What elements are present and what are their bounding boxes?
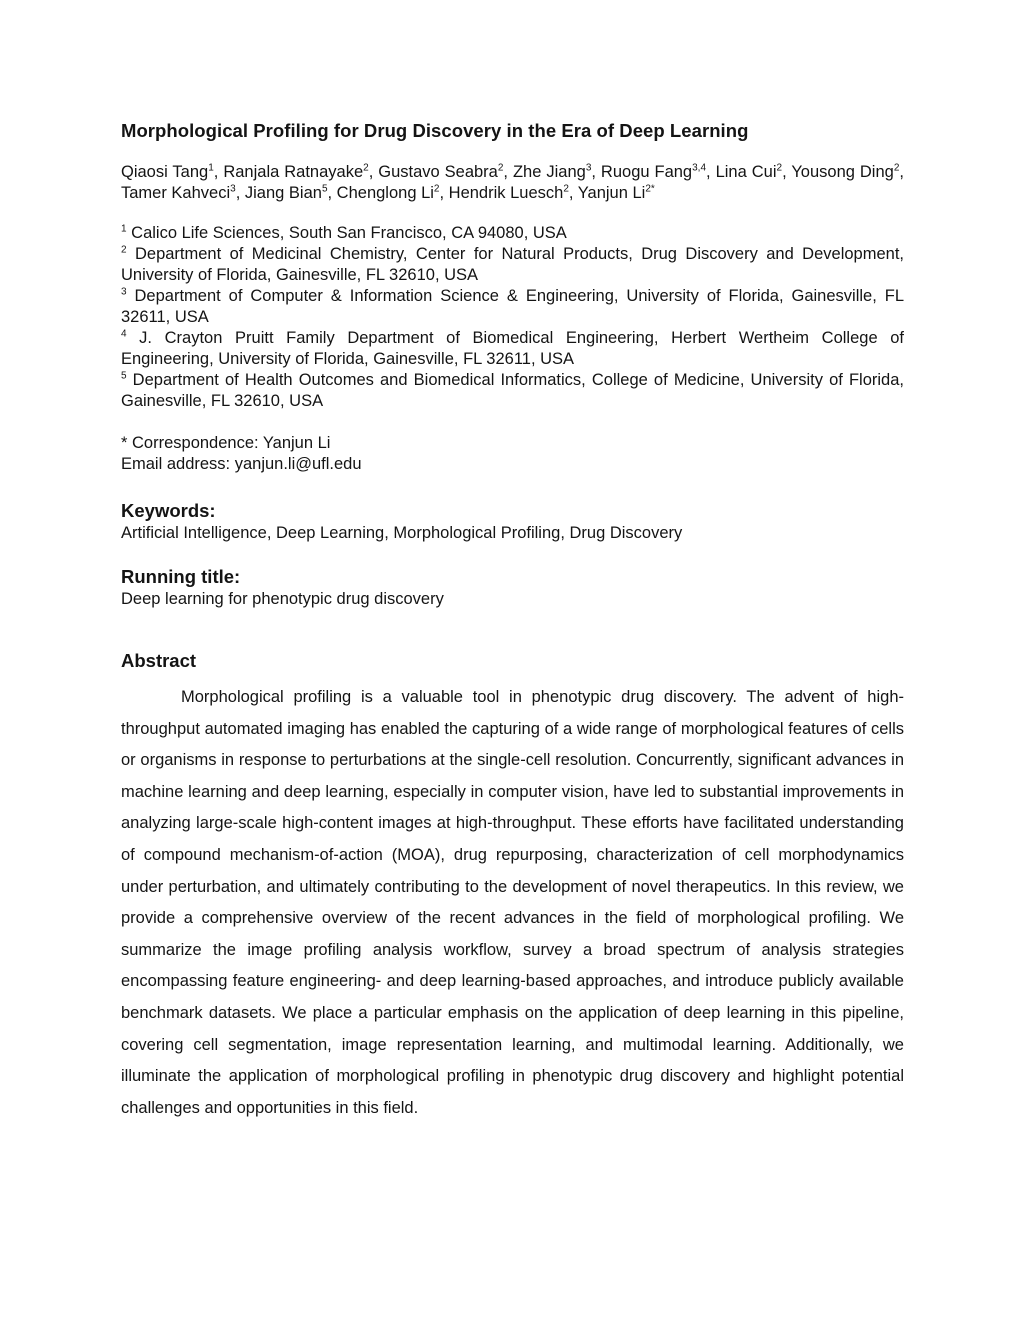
running-title-text: Deep learning for phenotypic drug discovery — [121, 590, 444, 608]
author-name: Lina Cui — [715, 163, 777, 181]
paper-title: Morphological Profiling for Drug Discovery in the Era of Deep Learning — [121, 120, 749, 141]
author-affiliation-mark: 2 — [433, 183, 440, 195]
author-affiliation-mark: 5 — [321, 183, 328, 195]
author-affiliation-mark: 2* — [645, 183, 655, 195]
affiliation-number: 5 — [121, 370, 127, 382]
author-name: Chenglong Li — [336, 184, 434, 202]
keywords-text: Artificial Intelligence, Deep Learning, Morphological Profiling, Drug Discovery — [121, 524, 683, 542]
author-name: Ranjala Ratnayake — [223, 163, 364, 181]
author-affiliation-mark: 2 — [497, 162, 504, 174]
affiliation-number: 3 — [121, 286, 127, 298]
affiliation-list — [121, 223, 904, 412]
author-affiliation-mark: 2 — [363, 162, 369, 174]
author — [578, 184, 655, 202]
affiliation-text: Department of Health Outcomes and Biomedical Informatics, College of Medicine, University of Florida, Gainesville, FL 32610, USA — [121, 371, 904, 410]
abstract-text: Morphological profiling is a valuable tool in phenotypic drug discovery. The advent of high-throughput automated imaging has enabled the capturing of a wide range of morphological features of cells or organisms in response to perturbations at the single-cell resolution. Concurrently, significant advances in machine learning and deep learning, especially in computer vision, have led to substantial improvements in analyzing large-scale high-content images at high-throughput. These efforts have facilitated understanding of compound mechanism-of-action (MOA), drug repurposing, characterization of cell morphodynamics under perturbation, and ultimately contributing to the development of novel therapeutics. In this review, we provide a comprehensive overview of the recent advances in the field of morphological profiling. We summarize the image profiling analysis workflow, survey a broad spectrum of analysis strategies encompassing feature engineering- and deep learning-based approaches, and introduce publicly available benchmark datasets. We place a particular emphasis on the application of deep learning in this pipeline, covering cell segmentation, image representation learning, and multimodal learning. Additionally, we illuminate the application of morphological profiling in phenotypic drug discovery and highlight potential challenges and opportunities in this field. — [121, 688, 904, 1117]
author — [449, 184, 569, 202]
affiliation-text: Department of Computer & Information Science & Engineering, University of Florida, Gainesville, FL 32611, USA — [121, 287, 904, 326]
author — [601, 163, 706, 181]
affiliation-item — [121, 223, 904, 244]
author-name: Tamer Kahveci — [121, 184, 231, 202]
author — [716, 163, 782, 181]
affiliation-item — [121, 244, 904, 286]
running-title-section — [121, 565, 904, 610]
author-affiliation-mark: 2 — [893, 162, 900, 174]
author-name: Gustavo Seabra — [378, 163, 498, 181]
author-affiliation-mark: 3 — [585, 162, 592, 174]
affiliation-number: 2 — [121, 244, 127, 256]
running-title-heading: Running title: — [121, 566, 241, 587]
correspondence-line: * Correspondence: Yanjun Li — [121, 434, 331, 452]
author-name: Hendrik Luesch — [448, 184, 564, 202]
abstract-heading: Abstract — [121, 650, 197, 671]
author-list: Qiaosi Tang$^1$, Ranjala Ratnayake$^2$, Gustavo Seabra$^2$, Zhe Jiang$^3$, Ruogu Fang$^{3,4}$, Lina Cui$^2$, Yousong Ding$^2$, Tamer Kahveci$^3$, Jiang Bian$^5$, Chenglong Li$^2$, Hendrik Luesch$^2$, Yanjun $Li^{2*}$ — [121, 162, 904, 202]
keywords-section — [121, 499, 904, 544]
abstract-section — [121, 649, 904, 1124]
keywords-heading: Keywords: — [121, 500, 216, 521]
author — [121, 163, 214, 181]
author — [513, 163, 591, 181]
author — [791, 163, 899, 181]
author-name: Qiaosi Tang — [121, 163, 209, 181]
author-name: Yanjun Li — [577, 184, 646, 202]
affiliation-text: Department of Medicinal Chemistry, Center for Natural Products, Drug Discovery and Development, University of Florida, Gainesville, FL 32610, USA — [121, 245, 904, 284]
author-affiliation-mark: 1 — [208, 162, 214, 174]
author-name: Yousong Ding — [791, 163, 894, 181]
author-affiliation-mark: 2 — [563, 183, 569, 195]
correspondence-block — [121, 433, 904, 475]
affiliation-item — [121, 328, 904, 370]
author-affiliation-mark: 3,4 — [692, 162, 707, 174]
author — [223, 163, 368, 181]
author-name: Zhe Jiang — [512, 163, 586, 181]
author — [337, 184, 440, 202]
paper-page — [121, 118, 904, 1124]
author-affiliation-mark: 3 — [230, 183, 236, 195]
affiliation-item — [121, 370, 904, 412]
author — [245, 184, 328, 202]
affiliation-number: 1 — [121, 223, 127, 235]
author-name: Ruogu Fang — [600, 163, 693, 181]
author-affiliation-mark: 2 — [776, 162, 783, 174]
affiliation-item — [121, 286, 904, 328]
affiliation-text: Calico Life Sciences, South San Francisco, CA 94080, USA — [126, 224, 567, 242]
author — [121, 184, 236, 202]
author — [378, 163, 503, 181]
email-line: Email address: yanjun.li@ufl.edu — [121, 455, 362, 473]
affiliation-number: 4 — [121, 328, 127, 340]
author-name: Jiang Bian — [244, 184, 322, 202]
affiliation-text: J. Crayton Pruitt Family Department of Biomedical Engineering, Herbert Wertheim College of Engineering, University of Florida, Gainesville, FL 32611, USA — [121, 329, 904, 368]
